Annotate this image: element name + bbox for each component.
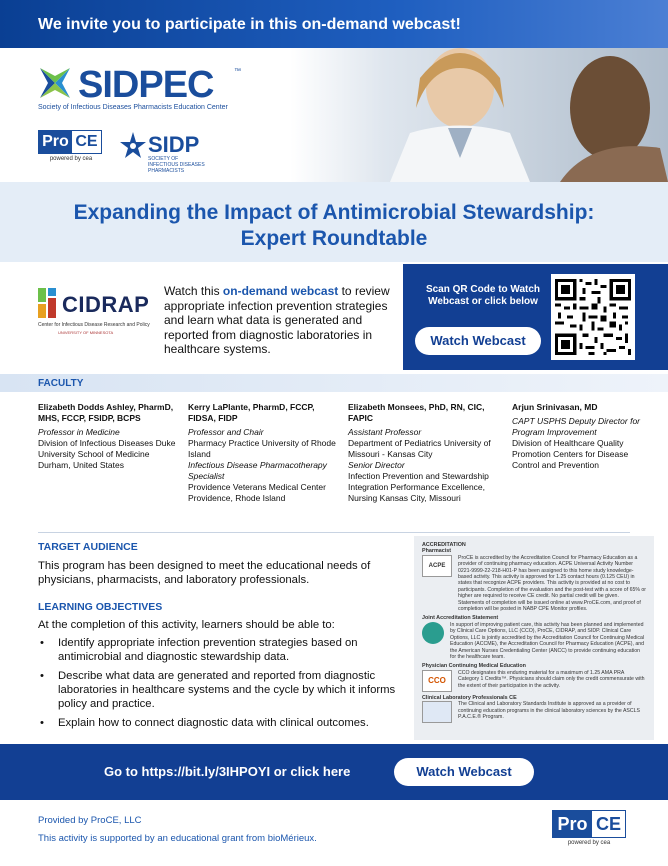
cta-url-link[interactable]: https://bit.ly/3IHPOYI bbox=[141, 764, 271, 779]
audience-text: This program has been designed to meet the educational needs of physicians, pharmacists, and laboratory professionals. bbox=[38, 560, 371, 586]
faculty-title: CAPT USPHS Deputy Director for Program Improvement bbox=[512, 416, 641, 437]
intro-pre: Watch this bbox=[164, 284, 223, 298]
proce-pro: Pro bbox=[553, 811, 592, 837]
footer-provided: Provided by ProCE, LLC bbox=[38, 815, 142, 826]
sidpec-mark-icon bbox=[38, 66, 72, 100]
cidrap-logo bbox=[38, 284, 158, 344]
pharmacist-heading: Pharmacist bbox=[422, 548, 452, 555]
sidp-name: SIDP bbox=[148, 132, 200, 157]
cidrap-university: UNIVERSITY OF MINNESOTA bbox=[58, 330, 114, 335]
intro-post: to review appropriate infection prevention strategies and learn what data is generated and reported from diagnostic laboratories in healthcare systems. bbox=[164, 284, 390, 356]
cco-icon: CCO bbox=[422, 670, 452, 692]
objectives-list bbox=[38, 636, 398, 735]
proce-powered: powered by cea bbox=[49, 156, 93, 162]
faculty-name: Elizabeth Dodds Ashley, PharmD, MHS, FCCP, FSIDP, BCPS bbox=[38, 402, 174, 423]
cidrap-subtitle: Center for Infectious Disease Research and Policy bbox=[38, 322, 150, 328]
proce-pro: Pro bbox=[39, 131, 72, 153]
faculty-affiliation: Division of Healthcare Quality Promotion Centers for Disease Control and Prevention bbox=[512, 438, 629, 470]
joint-heading: Joint Accreditation Statement bbox=[422, 615, 499, 622]
hero bbox=[0, 48, 668, 182]
cidrap-mark-icon bbox=[38, 288, 60, 318]
faculty-heading: FACULTY bbox=[38, 378, 84, 389]
faculty-member bbox=[512, 402, 642, 471]
faculty-name: Arjun Srinivasan, MD bbox=[512, 402, 598, 412]
accreditation-heading: ACCREDITATION bbox=[422, 542, 466, 548]
qr-label: Scan QR Code to Watch Webcast or click below bbox=[425, 284, 541, 307]
faculty-affiliation-2: Infection Prevention and Stewardship Integration Performance Excellence, Nursing Kansas City, Missouri bbox=[348, 471, 489, 503]
invite-text: We invite you to participate in this on-demand webcast! bbox=[38, 16, 461, 33]
accreditation-panel bbox=[414, 536, 654, 740]
cta-post: or click here bbox=[270, 764, 351, 779]
list-item: • Identify appropriate infection prevention strategies based on antimicrobial and diagnostic stewardship data. bbox=[38, 636, 398, 664]
sidpec-subtitle: Society of Infectious Diseases Pharmacists Education Center bbox=[38, 104, 228, 111]
cta-pre: Go to bbox=[104, 764, 142, 779]
footer-proce-logo bbox=[552, 810, 626, 846]
cta-band bbox=[0, 744, 668, 800]
sidp-logo bbox=[120, 132, 220, 174]
faculty-affiliation: Division of Infectious Diseases Duke University School of Medicine Durham, United States bbox=[38, 438, 176, 470]
objectives-intro: At the completion of this activity, learners should be able to: bbox=[38, 619, 335, 631]
list-item: • Describe what data are generated and reported from diagnostic laboratories in healthcare systems and the cycle by which it informs policy and practice. bbox=[38, 669, 398, 711]
faculty-affiliation: Department of Pediatrics University of Missouri - Kansas City bbox=[348, 438, 491, 459]
list-item: • Explain how to connect diagnostic data with clinical outcomes. bbox=[38, 716, 398, 730]
sidpec-name: SIDPEC bbox=[78, 64, 214, 106]
sidp-subtitle: SOCIETY OF INFECTIOUS DISEASES PHARMACISTS bbox=[148, 156, 205, 174]
faculty-member bbox=[188, 402, 338, 504]
objectives-heading: LEARNING OBJECTIVES bbox=[38, 601, 163, 613]
physician-text: CCO designates this enduring material for a maximum of 1.25 AMA PRA Category 1 Credits™. Physicians should claim only the credit commensurate with the extent of their participation in the activity. bbox=[458, 669, 645, 689]
sidpec-tm: ™ bbox=[234, 68, 241, 75]
joint-accreditation-icon bbox=[422, 622, 444, 644]
qr-panel bbox=[403, 264, 668, 370]
lab-text: The Clinical and Laboratory Standards Institute is approved as a provider of continuing education programs in the clinical laboratory sciences by the ASCLS P.A.C.E.® Program. bbox=[458, 701, 640, 720]
acpe-icon: ACPE bbox=[422, 555, 452, 577]
intro-section bbox=[0, 262, 668, 370]
faculty-bar bbox=[0, 374, 668, 392]
section-divider bbox=[38, 532, 630, 533]
clsi-icon bbox=[422, 701, 452, 723]
cidrap-name: CIDRAP bbox=[62, 292, 150, 317]
audience-heading: TARGET AUDIENCE bbox=[38, 541, 138, 553]
intro-text bbox=[164, 284, 394, 357]
faculty-name: Elizabeth Monsees, PhD, RN, CIC, FAPIC bbox=[348, 402, 485, 423]
joint-text: In support of improving patient care, this activity has been planned and implemented by Clinical Care Options, LLC (CCO), ProCE, CIDRAP, and SIDP. Clinical Care Options, LLC is jointly accredited by the Accreditation Council for Continuing Medical Education (ACCME), the Accreditation Council for Pharmacy Education (ACPE), and the American Nurses Credentialing Center (ANCC) to provide continuing education for the healthcare team. bbox=[450, 621, 645, 660]
faculty-affiliation: Pharmacy Practice University of Rhode Island bbox=[188, 438, 336, 459]
sidp-star-icon bbox=[120, 132, 146, 164]
cta-text bbox=[104, 764, 350, 779]
header-band bbox=[0, 0, 668, 48]
faculty-title: Assistant Professor bbox=[348, 427, 422, 437]
faculty-title: Professor in Medicine bbox=[38, 427, 120, 437]
title-band bbox=[0, 182, 668, 262]
lab-heading: Clinical Laboratory Professionals CE bbox=[422, 694, 517, 701]
page-title-line1: Expanding the Impact of Antimicrobial Stewardship: bbox=[73, 201, 595, 224]
pharmacist-text: ProCE is accredited by the Accreditation Council for Pharmacy Education as a provider of continuing pharmacy education. ACPE Universal Activity Number 0221-9999-22-218-H01-P has been assigned to this home study knowledge-based activity. This activity is approved for 1.25 contact hours (0.125 CEU) in states that recognize ACPE providers. This activity is provided at no cost to participants. Completion of the evaluation and the post-test with a score of 65% or higher are required to receive CE credit. No partial credit will be given. Statements of completion will be issued online at www.ProCE.com, and proof of completion will be posted in NABP CPE Monitor profiles. bbox=[458, 554, 647, 613]
watch-webcast-button[interactable]: Watch Webcast bbox=[415, 327, 541, 355]
faculty-title-2: Infectious Disease Pharmacotherapy Specialist bbox=[188, 460, 327, 481]
faculty-member bbox=[38, 402, 178, 471]
intro-highlight: on-demand webcast bbox=[222, 284, 339, 298]
proce-ce: CE bbox=[75, 133, 98, 150]
hero-photo bbox=[290, 48, 668, 182]
faculty-affiliation-2: Providence Veterans Medical Center Providence, Rhode Island bbox=[188, 482, 326, 503]
footer-grant: This activity is supported by an educational grant from bioMérieux. bbox=[38, 833, 317, 844]
proce-logo bbox=[38, 130, 104, 162]
physician-heading: Physician Continuing Medical Education bbox=[422, 663, 526, 670]
sidpec-logo bbox=[38, 64, 258, 114]
doctor-patient-illustration bbox=[290, 48, 668, 182]
proce-ce: CE bbox=[595, 814, 621, 834]
faculty-title: Professor and Chair bbox=[188, 427, 264, 437]
faculty-title-2: Senior Director bbox=[348, 460, 405, 470]
page-title-line2: Expert Roundtable bbox=[240, 227, 428, 250]
qr-code-icon bbox=[555, 278, 631, 356]
cta-watch-webcast-button[interactable]: Watch Webcast bbox=[394, 758, 534, 786]
qr-code[interactable] bbox=[551, 274, 635, 360]
faculty-name: Kerry LaPlante, PharmD, FCCP, FIDSA, FIDP bbox=[188, 402, 315, 423]
faculty-member bbox=[348, 402, 498, 504]
proce-powered: powered by cea bbox=[567, 840, 611, 846]
